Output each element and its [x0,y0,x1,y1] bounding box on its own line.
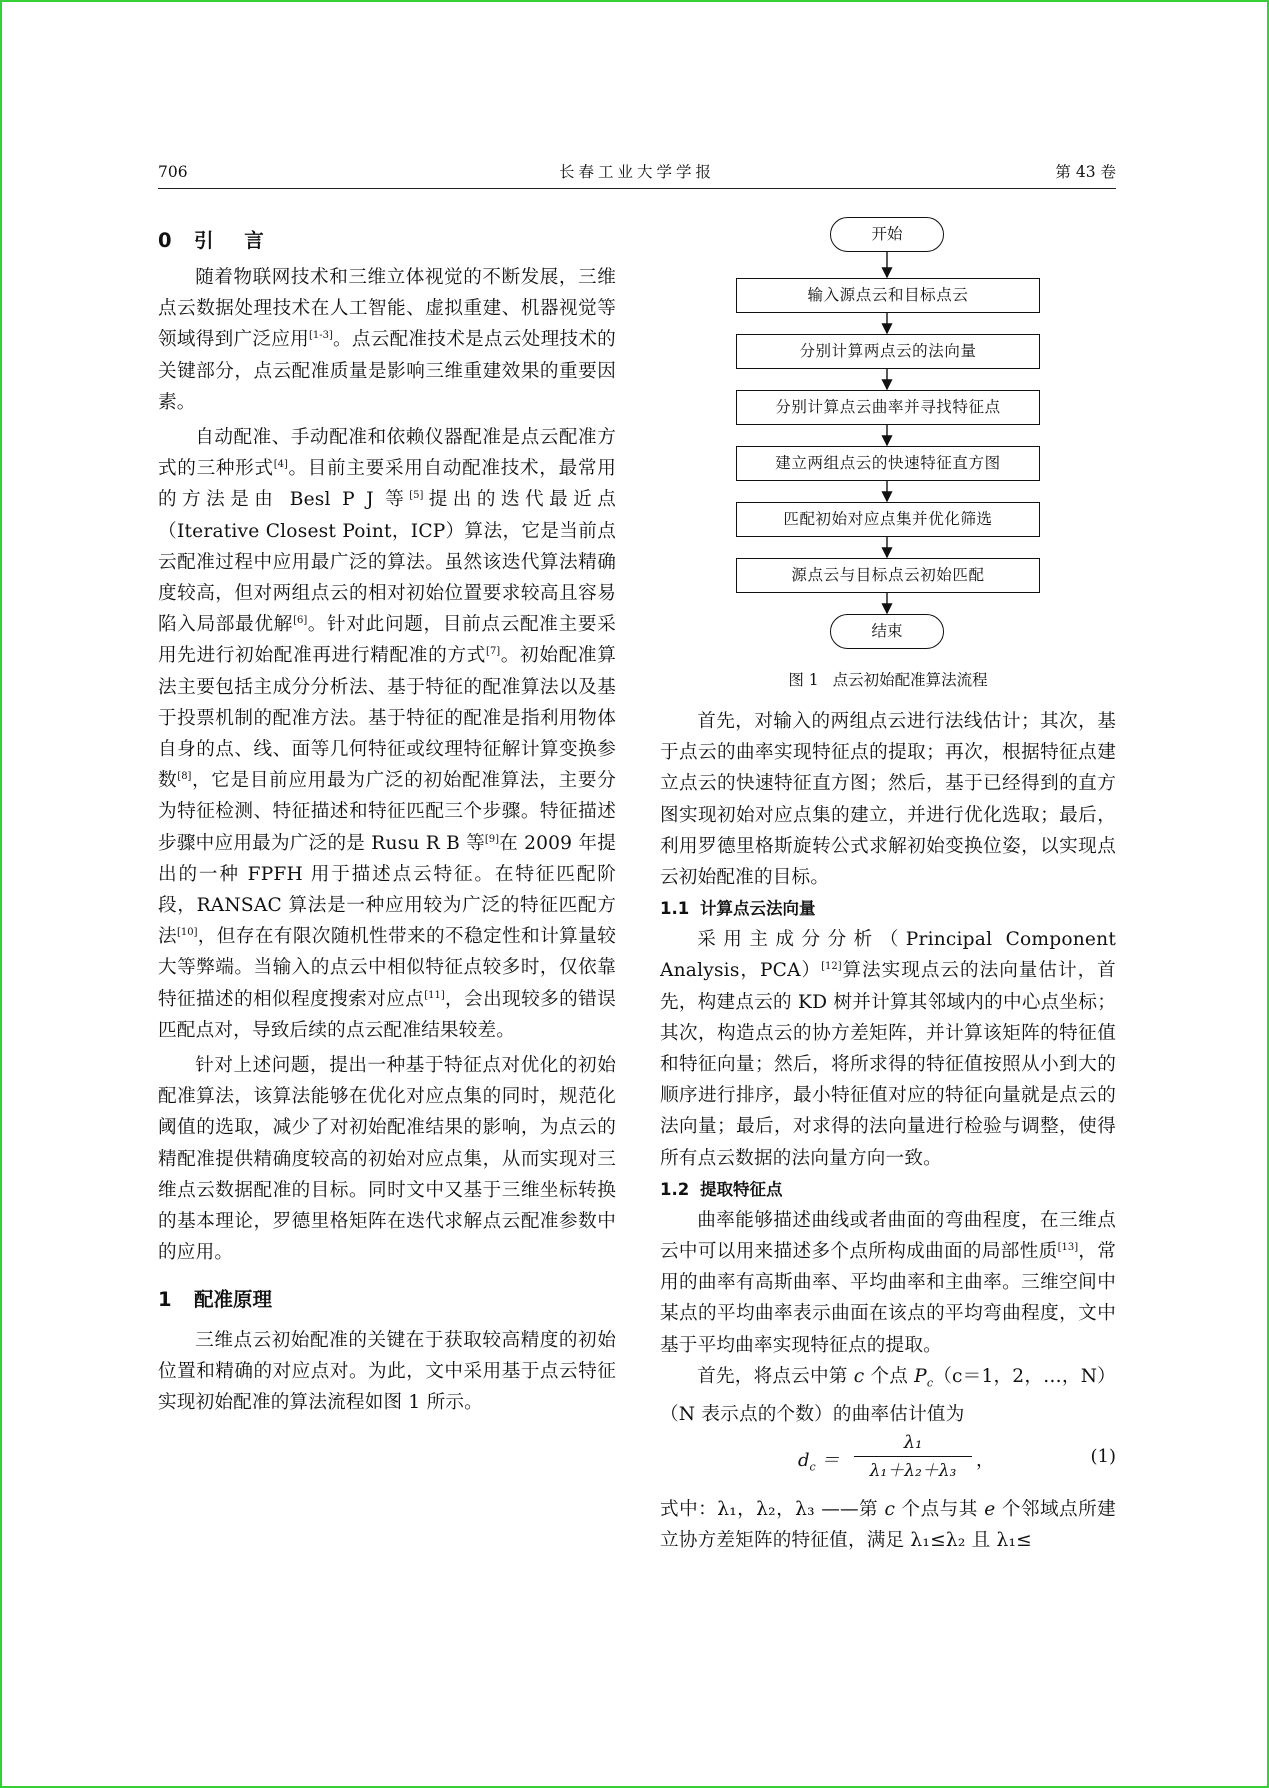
page-number: 706 [158,163,188,181]
intro-paragraph-1: 随着物联网技术和三维立体视觉的不断发展，三维点云数据处理技术在人工智能、虚拟重建、机器视觉等领域得到广泛应用[1-3]。点云配准技术是点云处理技术的关键部分，点云配准质量是影响三维重建效果的重要因素。 [158,267,616,413]
section-1-paragraph: 三维点云初始配准的关键在于获取较高精度的初始位置和精确的对应点对。为此，文中采用基于点云特征实现初始配准的算法流程如图 1 所示。 [158,1329,616,1413]
subsection-1-1-title: 计算点云法向量 [700,899,816,919]
subsection-1-2-number: 1.2 [660,1179,690,1199]
section-1-title: 配准原理 [194,1287,273,1311]
section-0-number: 0 [158,229,172,252]
flowchart-end: 结束 [830,614,944,649]
flowchart-step: 分别计算两点云的法向量 [736,334,1040,369]
subsection-1-1-number: 1.1 [660,899,690,919]
intro-paragraph-3: 针对上述问题，提出一种基于特征点对优化的初始配准算法，该算法能够在优化对应点集的同时，规范化阈值的选取，减少了对初始配准结果的影响，为点云的精配准提供精确度较高的初始对应点集，从而实现对三维点云数据配准的目标。同时文中又基于三维坐标转换的基本理论，罗德里格矩阵在迭代求解点云配准参数中的应用。 [158,1055,616,1264]
subsection-1-1-heading [660,893,1116,924]
citation[interactable]: [1-3] [308,330,333,342]
equation-number: (1) [1090,1445,1116,1467]
equation-explanation: 式中：λ₁，λ₂，λ₃ ——第 c 个点与其 e 个邻域点所建立协方差矩阵的特征值，满足 λ₁≤λ₂ 且 λ₁≤ [660,1498,1116,1552]
section-0-title: 引 言 [194,229,276,252]
equation-1: $d_c$ ＝ $\frac{\text{λ₁}}{\text{λ₁＋λ₂＋λ₃}}$ ， (1) [660,1430,1116,1494]
equation-numerator: λ₁ [854,1430,972,1457]
figure-label: 图 1 [788,671,819,689]
journal-title: 长春工业大学学报 [558,163,715,181]
section-0-heading [158,226,616,256]
subsection-1-1-paragraph: 采用主成分分析（Principal Component Analysis，PCA）[12]算法实现点云的法向量估计，首先，构建点云的 KD 树并计算其邻域内的中心点坐标；其次，构造点云的协方差矩阵，并计算该矩阵的特征值和特征向量；然后，将所求得的特征值按照从小到大的顺序进行排序，最小特征值对应的特征向量就是点云的法向量；最后，对求得的法向量进行检验与调整，使得所有点云数据的法向量方向一致。 [660,929,1116,1169]
left-column [158,226,616,1418]
flowchart-step: 建立两组点云的快速特征直方图 [736,446,1040,481]
method-overview-paragraph: 首先，对输入的两组点云进行法线估计；其次，基于点云的曲率实现特征点的提取；再次，根据特征点建立点云的快速特征直方图；然后，基于已经得到的直方图实现初始对应点集的建立，并进行优化选取；最后，利用罗德里格斯旋转公式求解初始变换位姿，以实现点云初始配准的目标。 [660,711,1116,889]
flowchart-step: 源点云与目标点云初始匹配 [736,558,1040,593]
citation[interactable]: [6] [293,615,308,627]
flowchart-step: 分别计算点云曲率并寻找特征点 [736,390,1040,425]
section-1-number: 1 [158,1287,172,1311]
subsection-1-2-title: 提取特征点 [700,1179,783,1199]
subsection-1-2-heading [660,1174,1116,1205]
volume-label: 第 43 卷 [1055,163,1116,181]
citation[interactable]: [11] [424,989,445,1001]
intro-paragraph-2: 自动配准、手动配准和依赖仪器配准是点云配准方式的三种形式[4]。目前主要采用自动配准技术，最常用的方法是由 Besl P J 等[5]提出的迭代最近点（Iterative Closest Point，ICP）算法，它是当前点云配准过程中应用最广泛的算法。虽然该迭代算法精确度较高，但对两组点云的相对初始位置要求较高且容易陷入局部最优解[6]。针对此问题，目前点云配准主要采用先进行初始配准再进行精配准的方式[7]。初始配准算法主要包括主成分分析法、基于特征的配准算法以及基于投票机制的配准方法。基于特征的配准是指利用物体自身的点、线、面等几何特征或纹理特征解计算变换参数[8]，它是目前应用最为广泛的初始配准算法，主要分为特征检测、特征描述和特征匹配三个步骤。特征描述步骤中应用最为广泛的是 Rusu R B 等[9]在 2009 年提出的一种 FPFH 用于描述点云特征。在特征匹配阶段，RANSAC 算法是一种应用较为广泛的特征匹配方法[10]，但存在有限次随机性带来的不稳定性和计算量较大等弊端。当输入的点云中相似特征点较多时，仅依靠特征描述的相似程度搜索对应点[11]，会出现较多的错误匹配点对，导致后续的点云配准结果较差。 [158,427,617,1041]
citation[interactable]: [10] [177,927,198,939]
citation[interactable]: [8] [177,771,192,783]
equation-denominator: λ₁＋λ₂＋λ₃ [869,1460,957,1481]
flowchart-step: 输入源点云和目标点云 [736,278,1040,313]
citation[interactable]: [12] [821,961,842,973]
citation[interactable]: [9] [484,833,500,845]
citation[interactable]: [13] [1057,1241,1079,1253]
citation[interactable]: [4] [273,459,288,471]
citation[interactable]: [5] [409,490,424,502]
equation-lhs: $d_c$ ＝ [798,1449,840,1474]
flowchart-step: 匹配初始对应点集并优化筛选 [736,502,1040,537]
flowchart-start: 开始 [830,217,944,252]
figure-caption [660,668,1116,690]
header-rule [158,188,1116,189]
running-head [158,160,1116,184]
right-column [660,706,1116,1556]
subsection-1-2-paragraph-2: 首先，将点云中第 c 个点 $P_c(c=1$，2，…，N）（N 表示点的个数）的曲率估计值为 [660,1365,1116,1425]
equation-fraction [854,1430,972,1485]
subsection-1-2-paragraph-1: 曲率能够描述曲线或者曲面的弯曲程度，在三维点云中可以用来描述多个点所构成曲面的局部性质[13]，常用的曲率有高斯曲率、平均曲率和主曲率。三维空间中某点的平均曲率表示曲面在该点的平均弯曲程度，文中基于平均曲率实现特征点的提取。 [660,1209,1117,1356]
citation[interactable]: [7] [486,646,501,658]
figure-caption-text: 点云初始配准算法流程 [832,671,988,689]
section-1-heading [158,1285,616,1315]
